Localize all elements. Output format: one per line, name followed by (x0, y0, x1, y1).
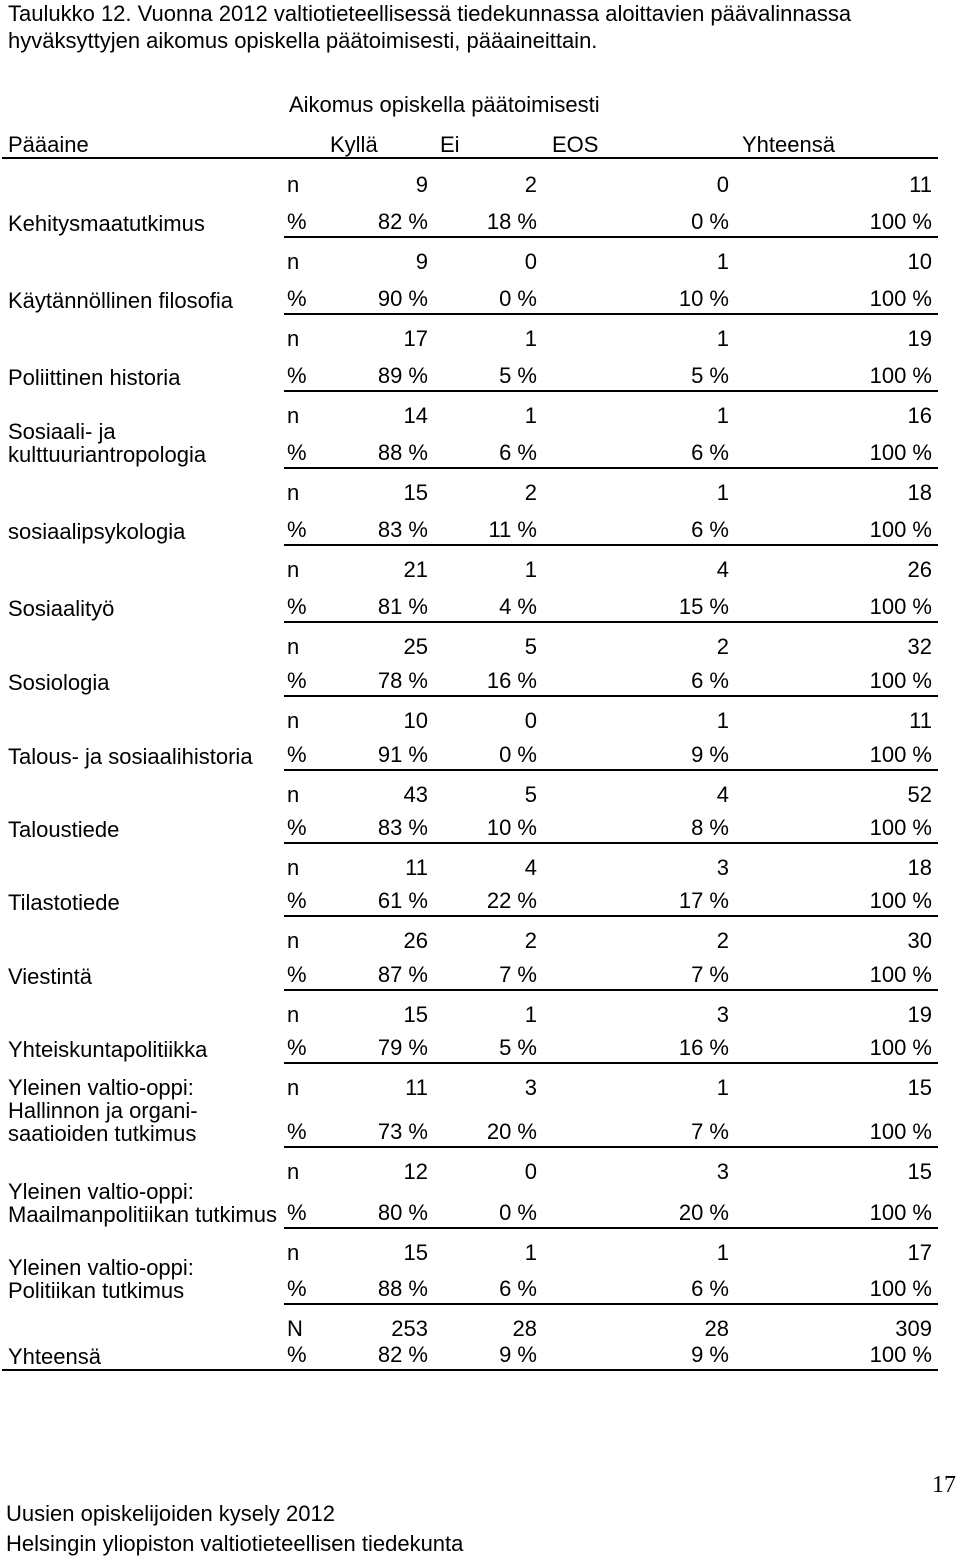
cell-percent: 100 % (869, 1342, 932, 1367)
cell-count: 253 (391, 1316, 428, 1341)
cell-percent: 80 % (377, 1200, 428, 1225)
cell-percent: 0 % (499, 742, 537, 767)
cell-percent: 15 % (678, 594, 729, 619)
row-label: Yleinen valtio-oppi: Politiikan tutkimus (8, 1255, 194, 1303)
cell-count: 4 (716, 782, 729, 807)
table-super-header: Aikomus opiskella päätoimisesti (289, 92, 600, 117)
cell-count: 1 (716, 1075, 729, 1100)
cell-count: 52 (907, 782, 932, 807)
cell-count: 1 (716, 708, 729, 733)
cell-percent: 9 % (691, 1342, 729, 1367)
cell-count: 1 (524, 326, 537, 351)
row-percent-label: % (287, 1276, 307, 1301)
row-divider (284, 621, 938, 623)
header-yes: Kyllä (330, 132, 378, 157)
cell-count: 2 (716, 928, 729, 953)
cell-count: 11 (405, 855, 428, 880)
cell-count: 26 (403, 928, 428, 953)
cell-percent: 83 % (377, 815, 428, 840)
cell-count: 3 (716, 1002, 729, 1027)
cell-count: 28 (704, 1316, 729, 1341)
row-divider (284, 915, 938, 917)
cell-count: 1 (716, 326, 729, 351)
cell-percent: 6 % (691, 1276, 729, 1301)
row-n-label: n (287, 708, 300, 733)
row-label: Viestintä (8, 964, 92, 989)
cell-percent: 5 % (691, 363, 729, 388)
cell-count: 15 (403, 1002, 428, 1027)
cell-count: 16 (907, 403, 932, 428)
row-n-label: n (287, 1075, 300, 1100)
row-divider (284, 1062, 938, 1064)
cell-count: 1 (524, 1240, 537, 1265)
row-label: Kehitysmaatutkimus (8, 211, 205, 236)
cell-count: 12 (403, 1159, 428, 1184)
row-percent-label: % (287, 888, 307, 913)
row-percent-label: % (287, 209, 307, 234)
cell-count: 10 (907, 249, 932, 274)
row-percent-label: % (287, 1200, 307, 1225)
row-n-label: N (287, 1316, 303, 1341)
row-divider (284, 1227, 938, 1229)
cell-count: 43 (403, 782, 428, 807)
row-divider (284, 236, 938, 238)
cell-percent: 6 % (691, 517, 729, 542)
cell-count: 3 (716, 1159, 729, 1184)
cell-count: 2 (524, 928, 537, 953)
cell-count: 9 (415, 249, 428, 274)
cell-percent: 20 % (486, 1119, 537, 1144)
row-n-label: n (287, 326, 300, 351)
row-divider (284, 769, 938, 771)
row-n-label: n (287, 1002, 300, 1027)
cell-percent: 90 % (377, 286, 428, 311)
row-percent-label: % (287, 517, 307, 542)
row-n-label: n (287, 557, 300, 582)
cell-percent: 6 % (499, 440, 537, 465)
cell-count: 1 (716, 249, 729, 274)
cell-count: 18 (907, 855, 932, 880)
cell-count: 5 (524, 782, 537, 807)
row-label: Sosiaali- ja kulttuuriantropologia (8, 419, 207, 467)
footer-line-2: Helsingin yliopiston valtiotieteellisen tiedekunta (6, 1531, 464, 1556)
cell-percent: 100 % (869, 668, 932, 693)
cell-count: 0 (524, 708, 537, 733)
header-rule (2, 157, 938, 159)
cell-percent: 17 % (678, 888, 729, 913)
cell-percent: 7 % (691, 1119, 729, 1144)
cell-count: 2 (524, 172, 537, 197)
row-percent-label: % (287, 1119, 307, 1144)
cell-percent: 11 % (488, 517, 537, 542)
row-percent-label: % (287, 742, 307, 767)
cell-count: 1 (524, 1002, 537, 1027)
cell-count: 2 (716, 634, 729, 659)
row-percent-label: % (287, 440, 307, 465)
cell-count: 15 (403, 1240, 428, 1265)
cell-percent: 79 % (377, 1035, 428, 1060)
row-percent-label: % (287, 815, 307, 840)
cell-count: 0 (524, 1159, 537, 1184)
cell-count: 21 (403, 557, 428, 582)
row-percent-label: % (287, 668, 307, 693)
row-divider (284, 989, 938, 991)
cell-count: 28 (512, 1316, 537, 1341)
row-percent-label: % (287, 1342, 307, 1367)
cell-count: 1 (716, 1240, 729, 1265)
cell-percent: 88 % (377, 1276, 428, 1301)
cell-count: 1 (716, 480, 729, 505)
cell-percent: 20 % (678, 1200, 729, 1225)
cell-count: 309 (895, 1316, 932, 1341)
cell-count: 19 (907, 1002, 932, 1027)
row-percent-label: % (287, 962, 307, 987)
cell-percent: 7 % (499, 962, 537, 987)
cell-percent: 100 % (869, 1200, 932, 1225)
cell-percent: 0 % (691, 209, 729, 234)
cell-percent: 6 % (691, 668, 729, 693)
cell-percent: 100 % (869, 1119, 932, 1144)
cell-percent: 6 % (691, 440, 729, 465)
cell-percent: 100 % (869, 962, 932, 987)
cell-percent: 88 % (377, 440, 428, 465)
cell-count: 25 (403, 634, 428, 659)
cell-count: 2 (524, 480, 537, 505)
cell-percent: 82 % (377, 1342, 428, 1367)
cell-count: 19 (907, 326, 932, 351)
row-n-label: n (287, 480, 300, 505)
cell-count: 26 (907, 557, 932, 582)
row-label: Yleinen valtio-oppi: Hallinnon ja organi-saatioiden tutkimus (8, 1075, 198, 1146)
row-n-label: n (287, 782, 300, 807)
cell-percent: 82 % (377, 209, 428, 234)
row-divider (284, 695, 938, 697)
cell-count: 0 (716, 172, 729, 197)
row-label: Yleinen valtio-oppi: Maailmanpolitiikan tutkimus (8, 1179, 277, 1227)
row-percent-label: % (287, 286, 307, 311)
row-label: Sosiaalityö (8, 596, 115, 621)
cell-percent: 9 % (499, 1342, 537, 1367)
header-no: Ei (440, 132, 460, 157)
cell-percent: 0 % (499, 1200, 537, 1225)
cell-percent: 9 % (691, 742, 729, 767)
cell-percent: 5 % (499, 1035, 537, 1060)
row-label: Tilastotiede (8, 890, 120, 915)
page-number: 17 (932, 1472, 956, 1498)
cell-count: 11 (909, 172, 932, 197)
row-percent-label: % (287, 1035, 307, 1060)
cell-count: 11 (909, 708, 932, 733)
caption-line-1: Taulukko 12. Vuonna 2012 valtiotieteellisessä tiedekunnassa aloittavien päävalinnassa (8, 1, 852, 26)
cell-percent: 100 % (869, 1035, 932, 1060)
cell-percent: 100 % (869, 517, 932, 542)
cell-percent: 100 % (869, 888, 932, 913)
row-divider (284, 842, 938, 844)
header-total: Yhteensä (742, 132, 835, 157)
row-divider (284, 390, 938, 392)
cell-percent: 73 % (377, 1119, 428, 1144)
row-label: Yhteiskuntapolitiikka (8, 1037, 208, 1062)
row-n-label: n (287, 634, 300, 659)
row-divider (284, 313, 938, 315)
row-n-label: n (287, 403, 300, 428)
row-label: Talous- ja sosiaalihistoria (8, 744, 253, 769)
cell-percent: 8 % (691, 815, 729, 840)
cell-count: 1 (716, 403, 729, 428)
cell-count: 11 (405, 1075, 428, 1100)
cell-count: 32 (907, 634, 932, 659)
row-n-label: n (287, 855, 300, 880)
row-divider (284, 544, 938, 546)
header-subject: Pääaine (8, 132, 89, 157)
cell-percent: 78 % (377, 668, 428, 693)
cell-count: 0 (524, 249, 537, 274)
cell-percent: 89 % (377, 363, 428, 388)
cell-percent: 100 % (869, 363, 932, 388)
row-label: Yhteensä (8, 1344, 101, 1369)
cell-count: 18 (907, 480, 932, 505)
cell-percent: 10 % (678, 286, 729, 311)
caption-line-2: hyväksyttyjen aikomus opiskella päätoimisesti, pääaineittain. (8, 28, 598, 53)
row-n-label: n (287, 1159, 300, 1184)
cell-count: 9 (415, 172, 428, 197)
cell-percent: 100 % (869, 440, 932, 465)
cell-count: 17 (403, 326, 428, 351)
cell-percent: 61 % (377, 888, 428, 913)
cell-count: 15 (907, 1159, 932, 1184)
cell-percent: 100 % (869, 742, 932, 767)
cell-count: 4 (524, 855, 537, 880)
cell-count: 30 (907, 928, 932, 953)
cell-count: 17 (907, 1240, 932, 1265)
cell-count: 1 (524, 403, 537, 428)
cell-percent: 100 % (869, 209, 932, 234)
cell-count: 15 (403, 480, 428, 505)
row-label: Poliittinen historia (8, 365, 181, 390)
cell-percent: 0 % (499, 286, 537, 311)
cell-count: 1 (524, 557, 537, 582)
row-n-label: n (287, 928, 300, 953)
cell-count: 15 (907, 1075, 932, 1100)
cell-percent: 100 % (869, 594, 932, 619)
cell-percent: 6 % (499, 1276, 537, 1301)
cell-percent: 22 % (486, 888, 537, 913)
cell-percent: 10 % (486, 815, 537, 840)
cell-count: 4 (716, 557, 729, 582)
row-n-label: n (287, 1240, 300, 1265)
cell-percent: 4 % (499, 594, 537, 619)
table-caption (8, 0, 948, 54)
cell-percent: 100 % (869, 815, 932, 840)
cell-percent: 91 % (377, 742, 428, 767)
row-label: Taloustiede (8, 817, 120, 842)
row-divider (284, 1303, 938, 1305)
row-n-label: n (287, 249, 300, 274)
cell-count: 5 (524, 634, 537, 659)
row-divider (284, 467, 938, 469)
cell-percent: 81 % (377, 594, 428, 619)
row-divider (284, 1146, 938, 1148)
cell-percent: 16 % (678, 1035, 729, 1060)
row-label: Sosiologia (8, 670, 110, 695)
cell-percent: 100 % (869, 1276, 932, 1301)
cell-count: 3 (524, 1075, 537, 1100)
cell-percent: 100 % (869, 286, 932, 311)
cell-percent: 87 % (377, 962, 428, 987)
cell-count: 10 (403, 708, 428, 733)
footer-line-1: Uusien opiskelijoiden kysely 2012 (6, 1501, 335, 1526)
cell-count: 3 (716, 855, 729, 880)
row-percent-label: % (287, 363, 307, 388)
row-label: sosiaalipsykologia (8, 519, 186, 544)
cell-percent: 5 % (499, 363, 537, 388)
header-eos: EOS (552, 132, 599, 157)
cell-percent: 83 % (377, 517, 428, 542)
row-n-label: n (287, 172, 300, 197)
cell-percent: 18 % (486, 209, 537, 234)
cell-percent: 7 % (691, 962, 729, 987)
row-label: Käytännöllinen filosofia (8, 288, 234, 313)
cell-percent: 16 % (486, 668, 537, 693)
cell-count: 14 (403, 403, 428, 428)
row-percent-label: % (287, 594, 307, 619)
row-divider (2, 1369, 938, 1371)
